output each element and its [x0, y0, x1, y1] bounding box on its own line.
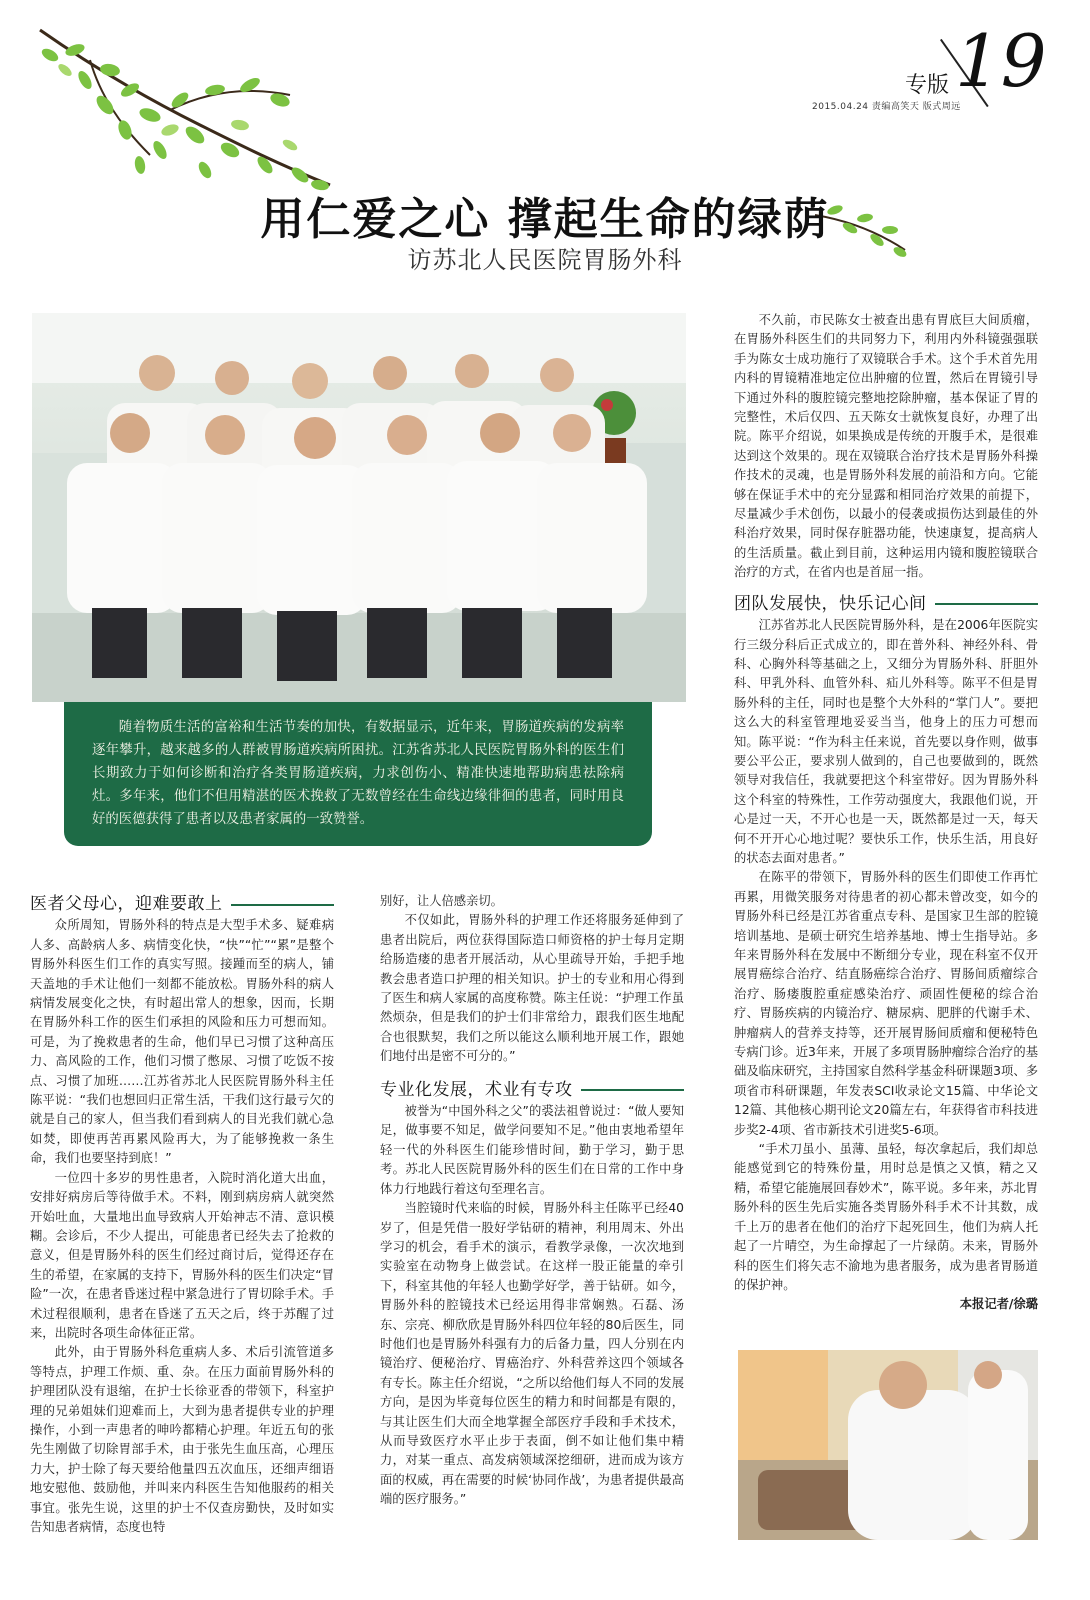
heading-rule — [935, 603, 1039, 605]
paragraph: 不仅如此，胃肠外科的护理工作还将服务延伸到了患者出院后，两位获得国际造口师资格的护士每月定期给肠造瘘的患者开展活动，从心里疏导开始，手把手地教会患者造口护理的相关知识。护士的专业和用心得到了医生和病人家属的高度称赞。陈主任说：“护理工作虽然烦杂，但是我们的护士们非常给力，跟我们医生地配合也很默契，我们之所以能这么顺利地开展工作，跟她们地付出是密不可分的。” — [380, 913, 684, 1064]
article-subtitle: 访苏北人民医院胃肠外科 — [407, 246, 683, 274]
section-heading-2-text: 专业化发展，术业有专攻 — [380, 1079, 573, 1100]
section-heading-3-text: 团队发展快，快乐记心间 — [734, 593, 927, 614]
issue-info: 2015.04.24 责编高笑天 版式周远 — [812, 102, 961, 112]
heading-rule — [231, 904, 335, 906]
article-abstract: 随着物质生活的富裕和生活节奏的加快，有数据显示，近年来，胃肠道疾病的发病率逐年攀升，越来越多的人群被胃肠道疾病所困扰。江苏省苏北人民医院胃肠外科的医生们长期致力于如何诊断和治疗各类胃肠道疾病，力求创伤小、精准快速地帮助病患祛除病灶。多年来，他们不但用精湛的医术挽救了无数曾经在生命线边缘徘徊的患者，同时用良好的医德获得了患者以及患者家属的一致赞誉。 — [64, 702, 652, 846]
section-heading-2 — [380, 1081, 684, 1100]
column-3 — [734, 311, 1038, 1315]
paragraph: 在陈平的带领下，胃肠外科的医生们即使工作再忙再累，用微笑服务对待患者的初心都未曾改变，如今的胃肠外科已经是江苏省重点专科、是国家卫生部的腔镜培训基地、是硕士研究生培养基地、博士生指导站。多年来胃肠外科在发展中不断细分专业，现在科室不仅开展胃癌综合治疗、结直肠癌综合治疗、胃肠间质瘤综合治疗、肠瘘腹腔重症感染治疗、顽固性便秘的综合治疗、胃肠疾病的内镜治疗、糖尿病、肥胖的代谢手术、肿瘤病人的营养支持等，还开展胃肠间质瘤和便秘特色专病门诊。近3年来，开展了多项胃肠肿瘤综合治疗的基础及临床研究，主持国家自然科学基金科研课题3项、多项省市科研课题，年发表SCI收录论文15篇、中华论文12篇、其他核心期刊论文20篇左右，年获得省市科技进步奖2-4项、省市新技术引进奖5-6项。 — [734, 870, 1038, 1137]
paragraph: 别好，让人倍感亲切。 — [380, 894, 503, 908]
paragraph: 此外，由于胃肠外科危重病人多、术后引流管道多等特点，护理工作烦、重、杂。在压力面前胃肠外科的护理团队没有退缩，在护士长徐亚香的带领下，科室护理的兄弟姐妹们迎难而上，大到为患者提供专业的护理操作，小到一声患者的呻吟都精心护理。年近五旬的张先生刚做了切除胃部手术，由于张先生血压高，心理压力大，护士除了每天要给他量四五次血压，还细声细语地安慰他、鼓励他，并叫来内科医生告知他服药的相关事宜。张先生说，这里的护士不仅查房勤快，及时如实告知患者病情，态度也特 — [30, 1345, 334, 1534]
section-heading-1-text: 医者父母心，迎难要敢上 — [30, 894, 223, 914]
column-1 — [30, 895, 334, 1537]
section-heading-1 — [30, 895, 334, 914]
paragraph: 众所周知，胃肠外科的特点是大型手术多、疑难病人多、高龄病人多、病情变化快，“快”“忙”“累”是整个胃肠外科医生们工作的真实写照。接踵而至的病人，铺天盖地的手术让他们一刻都不能放松。胃肠外科的病人病情发展变化之快，有时超出常人的想象，因而，长期在胃肠外科工作的医生们承担的风险和压力可想而知。可是，为了挽救患者的生命，他们早已习惯了这种高压力、高风险的工作，他们习惯了憋尿、习惯了吃饭不按点、习惯了加班……江苏省苏北人民医院胃肠外科主任陈平说：“我们也想回归正常生活，干我们这行最亏欠的就是自己的家人，但当我们看到病人的目光我们就心急如焚，即使再苦再累风险再大，为了能够挽救一条生命，我们也要坚持到底！” — [30, 918, 334, 1166]
leaf-branch-decoration — [30, 25, 340, 200]
paragraph: 不久前，市民陈女士被查出患有胃底巨大间质瘤，在胃肠外科医生们的共同努力下，利用内外科镜强强联手为陈女士成功施行了双镜联合手术。这个手术首先用内科的胃镜精准地定位出肿瘤的位置，然后在胃镜引导下通过外科的腹腔镜完整地挖除肿瘤，基本保证了胃的完整性，术后仅四、五天陈女士就恢复良好，办理了出院。陈平介绍说，如果换成是传统的开腹手术，是很难达到这个效果的。现在双镜联合治疗技术是胃肠外科操作技术的灵魂，也是胃肠外科发展的前沿和方向。它能够在保证手术中的充分显露和相同治疗效果的前提下，尽量减少手术创伤，以最小的侵袭或损伤达到最佳的外科治疗效果，同时保存脏器功能，快速康复，提高病人的生活质量。截止到目前，这种运用内镜和腹腔镜联合治疗的方式，在省内也是首屈一指。 — [734, 313, 1038, 580]
paragraph: 当腔镜时代来临的时候，胃肠外科主任陈平已经40岁了，但是凭借一股好学钻研的精神，利用周末、外出学习的机会，看手术的演示，看教学录像，一次次地到实验室在动物身上做尝试。在这样一股正能量的牵引下，科室其他的年轻人也勤学好学，善于钻研。如今，胃肠外科的腔镜技术已经运用得非常娴熟。石磊、汤东、宗亮、柳欣欣是胃肠外科四位年轻的80后医生，同时他们也是胃肠外科强有力的后备力量，四人分别在内镜治疗、便秘治疗、胃癌治疗、外科营养这四个领域各有专长。陈主任介绍说，“之所以给他们每人不同的发展方向，是因为毕竟每位医生的精力和时间都是有限的，与其让医生们大而全地掌握全部医疗手段和手术技术，从而导致医疗水平止步于表面，倒不如让他们集中精力，对某一重点、高发病领域深挖细研，进而成为该方面的权威，再在需要的时候‘协同作战’，为患者提供最高端的医疗服务。” — [380, 1201, 684, 1507]
paragraph: “手术刀虽小、虽薄、虽轻，每次拿起后，我们却总能感觉到它的特殊份量，用时总是慎之又慎，精之又精，希望它能施展回春妙术”，陈平说。多年来，苏北胃肠外科的医生先后实施各类胃肠外科手术不计其数，成千上万的患者在他们的治疗下起死回生，他们为病人托起了一片晴空，为生命撑起了一片绿荫。未来，胃肠外科的医生们将矢志不渝地为患者服务，成为患者胃肠道的保护神。 — [734, 1142, 1038, 1292]
team-group-photo — [32, 313, 686, 702]
section-label: 专版 — [905, 73, 950, 98]
paragraph: 江苏省苏北人民医院胃肠外科，是在2006年医院实行三级分科后正式成立的，即在普外科、神经外科、骨科、心胸外科等基础之上，又细分为胃肠外科、肝胆外科、甲乳外科、血管外科、疝儿外科等。陈平不但是胃肠外科的主任，同时也是整个大外科的“掌门人”。要把这么大的科室管理地妥妥当当，他身上的压力可想而知。陈平说：“作为科主任来说，首先要以身作则，做事要公平公正，要求别人做到的，自己也要做到的，既然领导对我信任，我就要把这个科室带好。因为胃肠外科这个科室的特殊性，工作劳动强度大，我跟他们说，开心是过一天，不开心也是一天，既然都是过一天，每天何不开开心心地过呢？要快乐工作，快乐生活，用良好的状态去面对患者。” — [734, 618, 1038, 865]
paragraph: 被誉为“中国外科之父”的裘法祖曾说过：“做人要知足，做事要不知足，做学问要知不足。”他由衷地希望年轻一代的外科医生们能珍惜时间，勤于学习，勤于思考。苏北人民医院胃肠外科的医生们在日常的工作中身体力行地践行着这句至理名言。 — [380, 1104, 684, 1196]
heading-rule — [581, 1089, 685, 1091]
column-2 — [380, 892, 684, 1510]
article-title: 用仁爱之心 撑起生命的绿荫 — [260, 194, 830, 245]
paragraph: 一位四十多岁的男性患者，入院时消化道大出血，安排好病房后等待做手术。不料，刚到病房病人就突然开始吐血，大量地出血导致病人开始神志不清、意识模糊。会诊后，不少人提出，可能患者已经失去了抢救的意义，但是胃肠外科的医生们经过商讨后，觉得还存在生的希望，在家属的支持下，胃肠外科的医生们决定“冒险”一次，在患者昏迷过程中紧急进行了胃切除手术。手术过程很顺利，患者在昏迷了五天之后，终于苏醒了过来，出院时各项生命体征正常。 — [30, 1170, 334, 1340]
page-number: 19 — [955, 19, 1047, 103]
byline: 本报记者/徐璐 — [959, 1297, 1038, 1312]
section-heading-3 — [734, 595, 1038, 614]
doctor-examining-patient-photo — [738, 1350, 1038, 1540]
